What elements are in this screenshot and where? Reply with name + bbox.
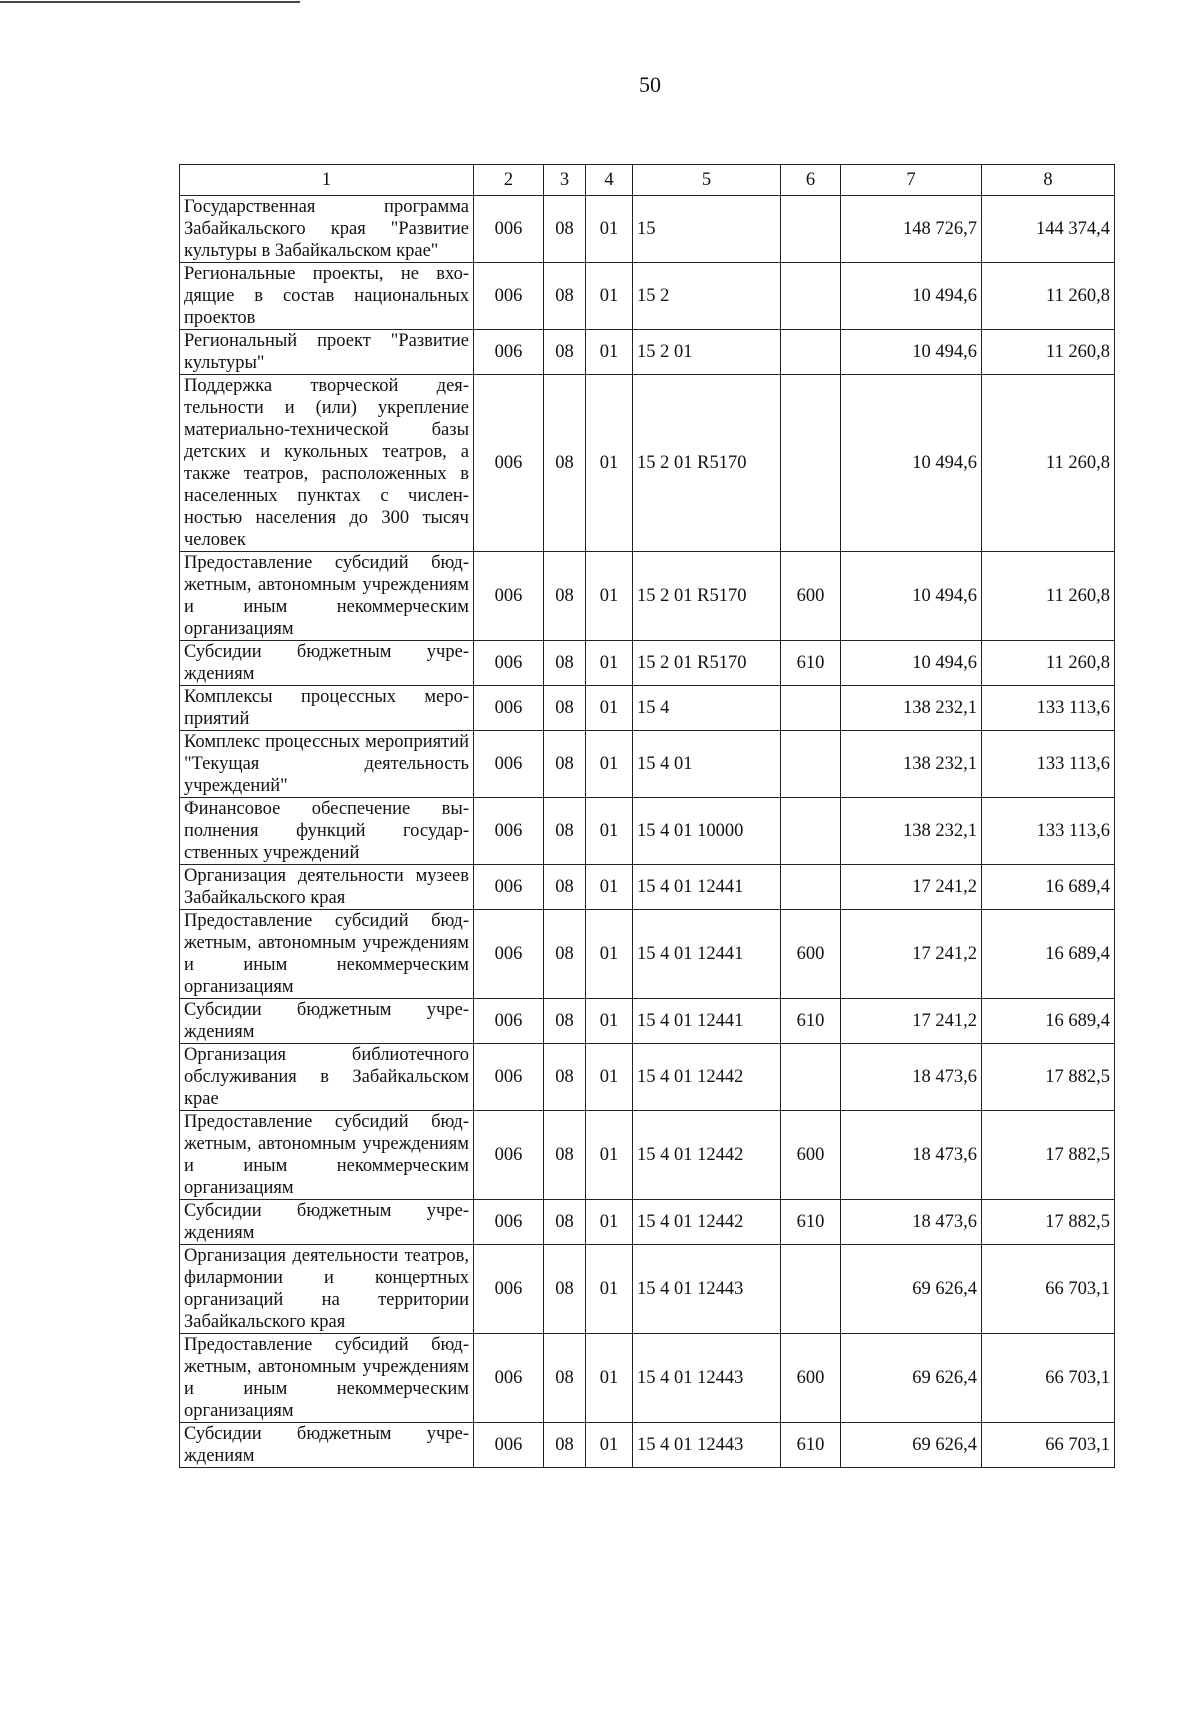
subsection-cell: 01 [586,196,633,263]
item-name-cell: Финансовое обеспечение выполнения функций государственных учреждений [180,798,474,865]
target-article-cell: 15 4 01 12443 [633,1245,781,1334]
target-article-cell: 15 4 01 12442 [633,1200,781,1245]
section-cell: 08 [544,375,586,552]
target-article-cell: 15 4 01 12441 [633,865,781,910]
amount-year1-cell: 10 494,6 [841,330,982,375]
amount-year2-cell: 66 703,1 [982,1334,1115,1423]
ministry-code-cell: 006 [474,263,544,330]
amount-year1-cell: 17 241,2 [841,910,982,999]
amount-year1-cell: 17 241,2 [841,865,982,910]
page-number: 50 [639,72,661,97]
item-name-cell: Государственная программа Забайкальского края "Развитие культуры в Забайкальском крае" [180,196,474,263]
ministry-code-cell: 006 [474,686,544,731]
item-name-cell: Региональный проект "Развитие культуры" [180,330,474,375]
item-name-cell: Предоставление субсидий бюджетным, автономным учреждениям и иным некоммерческим организациям [180,910,474,999]
section-cell: 08 [544,1111,586,1200]
ministry-code-cell: 006 [474,1044,544,1111]
section-cell: 08 [544,865,586,910]
ministry-code-cell: 006 [474,910,544,999]
section-cell: 08 [544,999,586,1044]
section-cell: 08 [544,552,586,641]
budget-table [179,164,1115,1468]
table-row [180,1334,1115,1423]
expense-type-cell: 600 [781,1334,841,1423]
amount-year2-cell: 11 260,8 [982,552,1115,641]
table-row [180,798,1115,865]
amount-year1-cell: 17 241,2 [841,999,982,1044]
expense-type-cell [781,196,841,263]
amount-year1-cell: 138 232,1 [841,798,982,865]
amount-year1-cell: 148 726,7 [841,196,982,263]
ministry-code-cell: 006 [474,641,544,686]
target-article-cell: 15 4 01 12441 [633,999,781,1044]
section-cell: 08 [544,686,586,731]
amount-year2-cell: 133 113,6 [982,686,1115,731]
target-article-cell: 15 2 01 [633,330,781,375]
amount-year1-cell: 69 626,4 [841,1423,982,1468]
table-row [180,999,1115,1044]
table-row [180,330,1115,375]
expense-type-cell [781,1245,841,1334]
column-header: 2 [474,165,544,196]
table-row [180,1245,1115,1334]
amount-year2-cell: 17 882,5 [982,1044,1115,1111]
ministry-code-cell: 006 [474,865,544,910]
section-cell: 08 [544,910,586,999]
amount-year1-cell: 69 626,4 [841,1334,982,1423]
table-row [180,731,1115,798]
subsection-cell: 01 [586,641,633,686]
item-name-cell: Организация деятельности театров, филармонии и концертных организаций на территории Забайкальского края [180,1245,474,1334]
ministry-code-cell: 006 [474,999,544,1044]
ministry-code-cell: 006 [474,375,544,552]
column-header: 7 [841,165,982,196]
section-cell: 08 [544,263,586,330]
target-article-cell: 15 4 01 12442 [633,1044,781,1111]
expense-type-cell: 600 [781,552,841,641]
target-article-cell: 15 [633,196,781,263]
ministry-code-cell: 006 [474,1200,544,1245]
ministry-code-cell: 006 [474,1334,544,1423]
target-article-cell: 15 4 01 12442 [633,1111,781,1200]
subsection-cell: 01 [586,1111,633,1200]
ministry-code-cell: 006 [474,552,544,641]
table-row [180,686,1115,731]
target-article-cell: 15 4 01 12443 [633,1334,781,1423]
item-name-cell: Региональные проекты, не входящие в состав национальных проектов [180,263,474,330]
item-name-cell: Субсидии бюджетным учреждениям [180,999,474,1044]
section-cell: 08 [544,196,586,263]
section-cell: 08 [544,1334,586,1423]
amount-year2-cell: 144 374,4 [982,196,1115,263]
item-name-cell: Комплексы процессных мероприятий [180,686,474,731]
target-article-cell: 15 2 01 R5170 [633,641,781,686]
item-name-cell: Субсидии бюджетным учреждениям [180,1200,474,1245]
subsection-cell: 01 [586,375,633,552]
subsection-cell: 01 [586,798,633,865]
ministry-code-cell: 006 [474,1111,544,1200]
expense-type-cell: 610 [781,1200,841,1245]
amount-year2-cell: 133 113,6 [982,731,1115,798]
column-header: 6 [781,165,841,196]
subsection-cell: 01 [586,1245,633,1334]
target-article-cell: 15 4 01 12443 [633,1423,781,1468]
subsection-cell: 01 [586,263,633,330]
target-article-cell: 15 4 01 12441 [633,910,781,999]
section-cell: 08 [544,330,586,375]
amount-year2-cell: 11 260,8 [982,375,1115,552]
amount-year1-cell: 10 494,6 [841,263,982,330]
item-name-cell: Предоставление субсидий бюджетным, автономным учреждениям и иным некоммерческим организациям [180,1334,474,1423]
amount-year1-cell: 10 494,6 [841,552,982,641]
amount-year1-cell: 138 232,1 [841,686,982,731]
table-row [180,1423,1115,1468]
expense-type-cell: 610 [781,999,841,1044]
column-header: 5 [633,165,781,196]
ministry-code-cell: 006 [474,1423,544,1468]
table-row [180,552,1115,641]
expense-type-cell: 600 [781,1111,841,1200]
target-article-cell: 15 4 01 [633,731,781,798]
amount-year2-cell: 11 260,8 [982,641,1115,686]
table-row [180,910,1115,999]
section-cell: 08 [544,798,586,865]
target-article-cell: 15 4 01 10000 [633,798,781,865]
amount-year1-cell: 69 626,4 [841,1245,982,1334]
subsection-cell: 01 [586,1423,633,1468]
amount-year2-cell: 17 882,5 [982,1111,1115,1200]
item-name-cell: Организация деятельности музеев Забайкальского края [180,865,474,910]
column-header: 3 [544,165,586,196]
subsection-cell: 01 [586,686,633,731]
amount-year2-cell: 66 703,1 [982,1245,1115,1334]
ministry-code-cell: 006 [474,196,544,263]
expense-type-cell [781,375,841,552]
target-article-cell: 15 4 [633,686,781,731]
table-row [180,641,1115,686]
amount-year1-cell: 18 473,6 [841,1044,982,1111]
section-cell: 08 [544,731,586,798]
amount-year2-cell: 11 260,8 [982,263,1115,330]
subsection-cell: 01 [586,330,633,375]
expense-type-cell: 600 [781,910,841,999]
amount-year2-cell: 66 703,1 [982,1423,1115,1468]
subsection-cell: 01 [586,731,633,798]
expense-type-cell: 610 [781,641,841,686]
ministry-code-cell: 006 [474,330,544,375]
column-header: 8 [982,165,1115,196]
expense-type-cell [781,686,841,731]
expense-type-cell [781,865,841,910]
item-name-cell: Комплекс процессных мероприятий "Текущая деятельность учреждений" [180,731,474,798]
item-name-cell: Организация библиотечного обслуживания в Забайкальском крае [180,1044,474,1111]
table-body [180,196,1115,1468]
subsection-cell: 01 [586,1044,633,1111]
amount-year1-cell: 10 494,6 [841,641,982,686]
column-header: 1 [180,165,474,196]
section-cell: 08 [544,1245,586,1334]
amount-year2-cell: 133 113,6 [982,798,1115,865]
ministry-code-cell: 006 [474,798,544,865]
column-header: 4 [586,165,633,196]
ministry-code-cell: 006 [474,1245,544,1334]
table-row [180,1111,1115,1200]
amount-year1-cell: 18 473,6 [841,1111,982,1200]
expense-type-cell [781,731,841,798]
item-name-cell: Предоставление субсидий бюджетным, автономным учреждениям и иным некоммерческим организациям [180,552,474,641]
section-cell: 08 [544,1044,586,1111]
item-name-cell: Предоставление субсидий бюджетным, автономным учреждениям и иным некоммерческим организациям [180,1111,474,1200]
table-row [180,263,1115,330]
amount-year2-cell: 11 260,8 [982,330,1115,375]
table-row [180,1044,1115,1111]
subsection-cell: 01 [586,910,633,999]
section-cell: 08 [544,1200,586,1245]
item-name-cell: Поддержка творческой деятельности и (или) укрепление материально-технической базы детских и кукольных театров, а также театров, расположенных в населенных пунктах с численностью населения до 300 тысяч человек [180,375,474,552]
amount-year2-cell: 16 689,4 [982,910,1115,999]
subsection-cell: 01 [586,1334,633,1423]
expense-type-cell [781,263,841,330]
subsection-cell: 01 [586,1200,633,1245]
target-article-cell: 15 2 01 R5170 [633,375,781,552]
amount-year2-cell: 16 689,4 [982,999,1115,1044]
amount-year2-cell: 17 882,5 [982,1200,1115,1245]
amount-year1-cell: 10 494,6 [841,375,982,552]
section-cell: 08 [544,1423,586,1468]
table-row [180,865,1115,910]
subsection-cell: 01 [586,865,633,910]
target-article-cell: 15 2 01 R5170 [633,552,781,641]
item-name-cell: Субсидии бюджетным учреждениям [180,641,474,686]
expense-type-cell [781,798,841,865]
header-row [180,165,1115,196]
item-name-cell: Субсидии бюджетным учреждениям [180,1423,474,1468]
subsection-cell: 01 [586,999,633,1044]
expense-type-cell [781,330,841,375]
ministry-code-cell: 006 [474,731,544,798]
table-row [180,196,1115,263]
subsection-cell: 01 [586,552,633,641]
amount-year2-cell: 16 689,4 [982,865,1115,910]
target-article-cell: 15 2 [633,263,781,330]
top-rule [0,1,300,3]
expense-type-cell: 610 [781,1423,841,1468]
expense-type-cell [781,1044,841,1111]
amount-year1-cell: 18 473,6 [841,1200,982,1245]
table-row [180,375,1115,552]
table-row [180,1200,1115,1245]
section-cell: 08 [544,641,586,686]
amount-year1-cell: 138 232,1 [841,731,982,798]
